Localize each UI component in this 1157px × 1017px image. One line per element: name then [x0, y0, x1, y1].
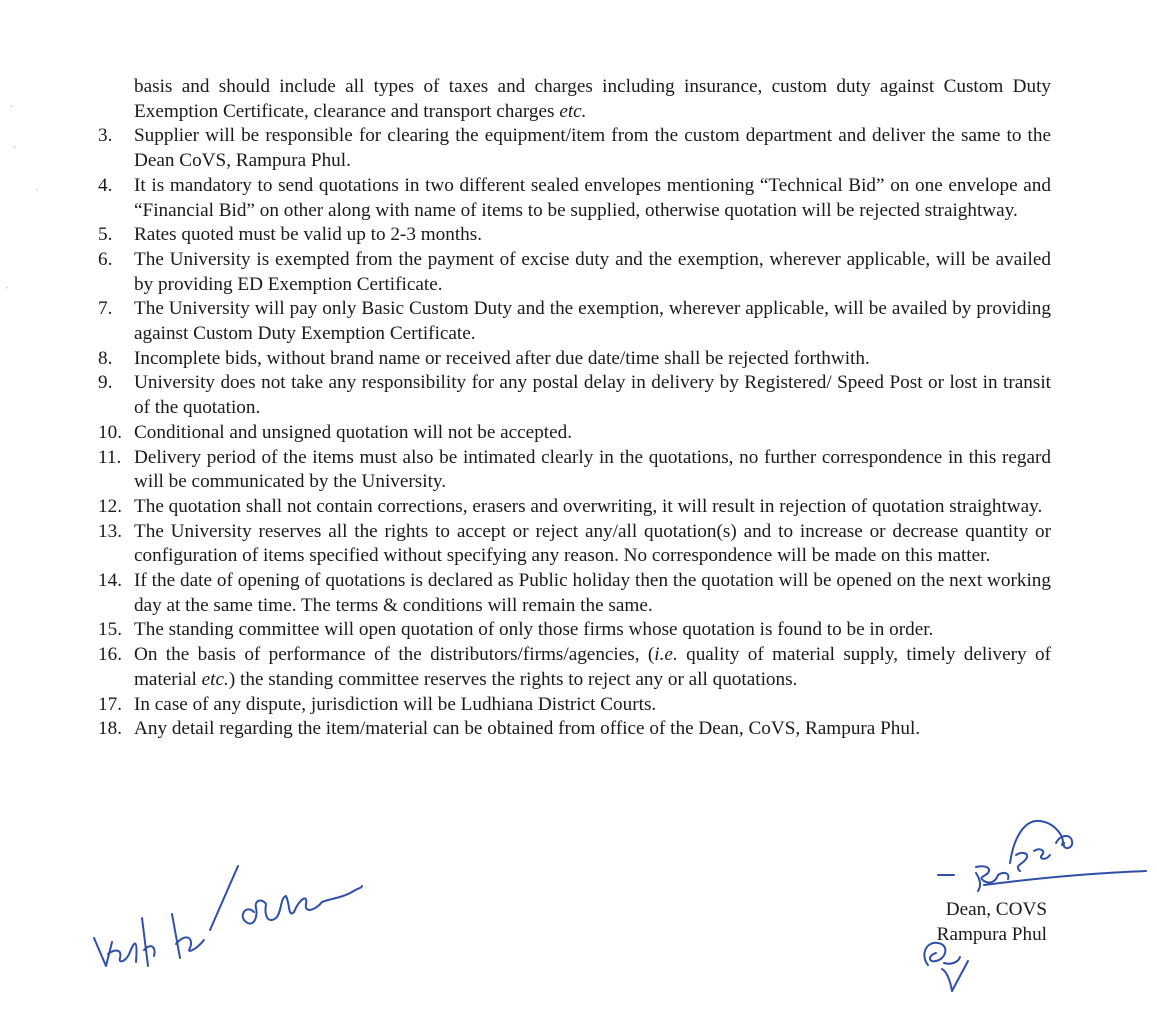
term-item-10 [98, 421, 1051, 446]
term-item-9 [98, 371, 1051, 420]
term-number: 16. [98, 644, 122, 666]
term-text-part: On the basis of performance of the distributors/firms/agencies, ( [134, 644, 655, 666]
term-text-part: ) the standing committee reserves the rights to reject any or all quotations. [228, 668, 798, 690]
term-number: 18. [98, 718, 122, 740]
term-text [134, 643, 1051, 692]
term-text: The quotation shall not contain corrections, erasers and overwriting, it will result in rejection of quotation straightway. [134, 495, 1043, 517]
term-text: If the date of opening of quotations is declared as Public holiday then the quotation will be opened on the next working day at the same time. The terms & conditions will remain the same. [134, 570, 1051, 616]
term-text: The University is exempted from the payment of excise duty and the exemption, wherever applicable, will be availed by providing ED Exemption Certificate. [134, 248, 1051, 295]
term-text: Conditional and unsigned quotation will not be accepted. [134, 421, 573, 443]
scan-speck: · [10, 102, 14, 113]
term-item-12 [98, 495, 1051, 520]
term-item-16 [98, 643, 1051, 692]
term-number: 6. [98, 248, 113, 270]
term-item-7 [98, 297, 1051, 346]
term-text-ie: i.e. [654, 644, 678, 666]
signatory-block [922, 897, 1047, 947]
term-number: 17. [98, 693, 122, 715]
term-text-etc: etc. [201, 668, 229, 690]
term-item-18 [98, 717, 1051, 742]
term-text: Any detail regarding the item/material can be obtained from office of the Dean, CoVS, Rampura Phul. [134, 718, 921, 740]
term-text: The standing committee will open quotation of only those firms whose quotation is found to be in order. [134, 619, 934, 641]
term-text: The University will pay only Basic Custom Duty and the exemption, wherever applicable, will be availed by providing against Custom Duty Exemption Certificate. [134, 298, 1051, 345]
term-text: Delivery period of the items must also be intimated clearly in the quotations, no further correspondence in this regard will be communicated by the University. [134, 446, 1051, 493]
term-number: 14. [98, 570, 122, 592]
term-item-11 [98, 446, 1051, 495]
scan-speck: ˏ [4, 278, 9, 289]
signatory-title: Dean, COVS [945, 899, 1047, 920]
terms-and-conditions-list [98, 75, 1051, 742]
term-text-part: quality of material supply, timely delivery of material [134, 644, 1051, 690]
term-item-5 [98, 223, 1051, 248]
signatory-location: Rampura Phul [936, 924, 1047, 945]
term-number: 4. [98, 174, 113, 196]
handwritten-signature-left [86, 858, 376, 978]
term-number: 5. [98, 224, 113, 246]
term-item-4 [98, 174, 1051, 223]
term-number: 10. [98, 421, 122, 443]
term-number: 11. [98, 446, 122, 468]
term-item-8 [98, 347, 1051, 372]
term-number: 12. [98, 495, 122, 517]
term-number: 15. [98, 619, 122, 641]
term-number: 7. [98, 298, 113, 320]
term-item-14 [98, 569, 1051, 618]
term-number: 13. [98, 520, 122, 542]
term-text: The University reserves all the rights to accept or reject any/all quotation(s) and to increase or decrease quantity or configuration of items specified without specifying any reason. No correspondence will be made on this matter. [134, 520, 1051, 567]
term-text: It is mandatory to send quotations in two different sealed envelopes mentioning “Technical Bid” on one envelope and “Financial Bid” on other along with name of items to be supplied, otherwise quotation will be rejected straightway. [134, 174, 1051, 221]
term-item-15 [98, 618, 1051, 643]
term-text: Supplier will be responsible for clearing the equipment/item from the custom department and deliver the same to the Dean CoVS, Rampura Phul. [134, 125, 1051, 172]
term-number: 3. [98, 125, 113, 147]
term-item-13 [98, 520, 1051, 569]
term-2-continuation [98, 75, 1051, 124]
term-item-17 [98, 693, 1051, 718]
scan-speck: ˛ [12, 138, 17, 149]
term-item-3 [98, 124, 1051, 173]
term-2-text: basis and should include all types of taxes and charges including insurance, custom duty against Custom Duty Exemption Certificate, clearance and transport charges [134, 76, 1051, 122]
term-text: Incomplete bids, without brand name or received after due date/time shall be rejected forthwith. [134, 347, 870, 369]
term-text: University does not take any responsibility for any postal delay in delivery by Registered/ Speed Post or lost in transit of the quotation. [134, 372, 1051, 419]
term-number: 9. [98, 372, 113, 394]
scan-speck: ˏ [34, 180, 39, 191]
term-item-6 [98, 248, 1051, 297]
term-number: 8. [98, 347, 113, 369]
term-2-etc: etc. [559, 100, 587, 122]
term-text: In case of any dispute, jurisdiction will be Ludhiana District Courts. [134, 693, 657, 715]
term-text: Rates quoted must be valid up to 2-3 months. [134, 224, 483, 246]
